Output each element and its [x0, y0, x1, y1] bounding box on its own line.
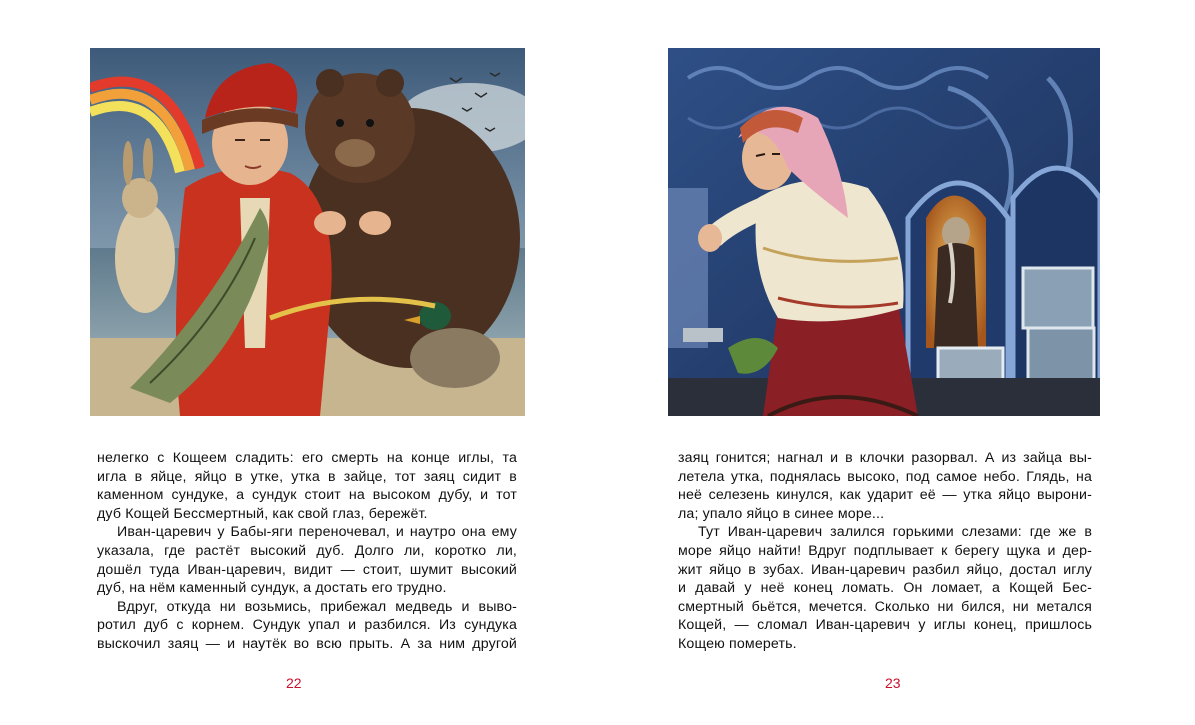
left-page — [0, 0, 597, 725]
text-line: летела утка, поднялась высоко, под самое небо. Глядь, на — [678, 468, 1092, 485]
text-line: дошёл туда Иван-царевич, видит — стоит, шумит высокий — [97, 561, 517, 578]
illustration-ivan-and-bear-art — [90, 48, 525, 416]
text-line: и давай у неё конец ломать. Он ломает, а Кощей Бес- — [678, 580, 1092, 597]
illustration-maiden-in-chamber-art — [668, 48, 1100, 416]
text-line: море яйцо найти! Вдруг подплывает к берегу щука и дер- — [678, 542, 1092, 559]
right-page-text — [678, 449, 1092, 654]
text-line: нелегко с Кощеем сладить: его смерть на конце иглы, та — [97, 450, 517, 466]
illustration-maiden-in-chamber — [668, 48, 1100, 416]
text-line: неё селезень кинулся, как ударит её — утка яйцо вырони- — [678, 487, 1092, 504]
text-line: игла в яйце, яйцо в утке, утка в зайце, тот заяц сидит в — [97, 468, 517, 485]
text-line: указала, где растёт высокий дуб. Долго ли, коротко ли, — [97, 542, 517, 559]
page-number: 23 — [885, 675, 901, 691]
text-line: смертный бьётся, мечется. Сколько ни бился, ни метался — [678, 598, 1092, 615]
text-line: дуб, на нём каменный сундук, а достать его трудно. — [97, 580, 447, 597]
right-page — [598, 0, 1195, 725]
text-line: Кощею помереть. — [678, 635, 797, 652]
text-line: ротил дуб с корнем. Сундук упал и разбился. Из сундука — [97, 617, 517, 634]
text-line: Кощей, — сломал Иван-царевич у иглы конец, пришлось — [678, 617, 1092, 634]
text-line: каменном сундуке, а сундук стоит на высоком дубу, и тот — [97, 487, 517, 504]
illustration-ivan-and-bear — [90, 48, 525, 416]
page-number: 22 — [286, 675, 302, 691]
left-page-text — [97, 449, 517, 654]
text-line: ла; упало яйцо в синее море... — [678, 505, 885, 522]
text-line: дуб Кощей Бессмертный, как свой глаз, бережёт. — [97, 505, 428, 522]
text-line: жит яйцо в зубах. Иван-царевич разбил яйцо, достал иглу — [678, 561, 1092, 578]
text-line: заяц гонится; нагнал и в клочки разорвал. А из зайца вы- — [678, 450, 1092, 466]
text-line: Тут Иван-царевич залился горькими слезами: где же в — [698, 524, 1092, 541]
text-line: Иван-царевич у Бабы-яги переночевал, и наутро она ему — [117, 524, 517, 541]
text-line: выскочил заяц — и наутёк во всю прыть. А за ним другой — [97, 635, 517, 652]
text-line: Вдруг, откуда ни возьмись, прибежал медведь и выво- — [117, 598, 517, 615]
